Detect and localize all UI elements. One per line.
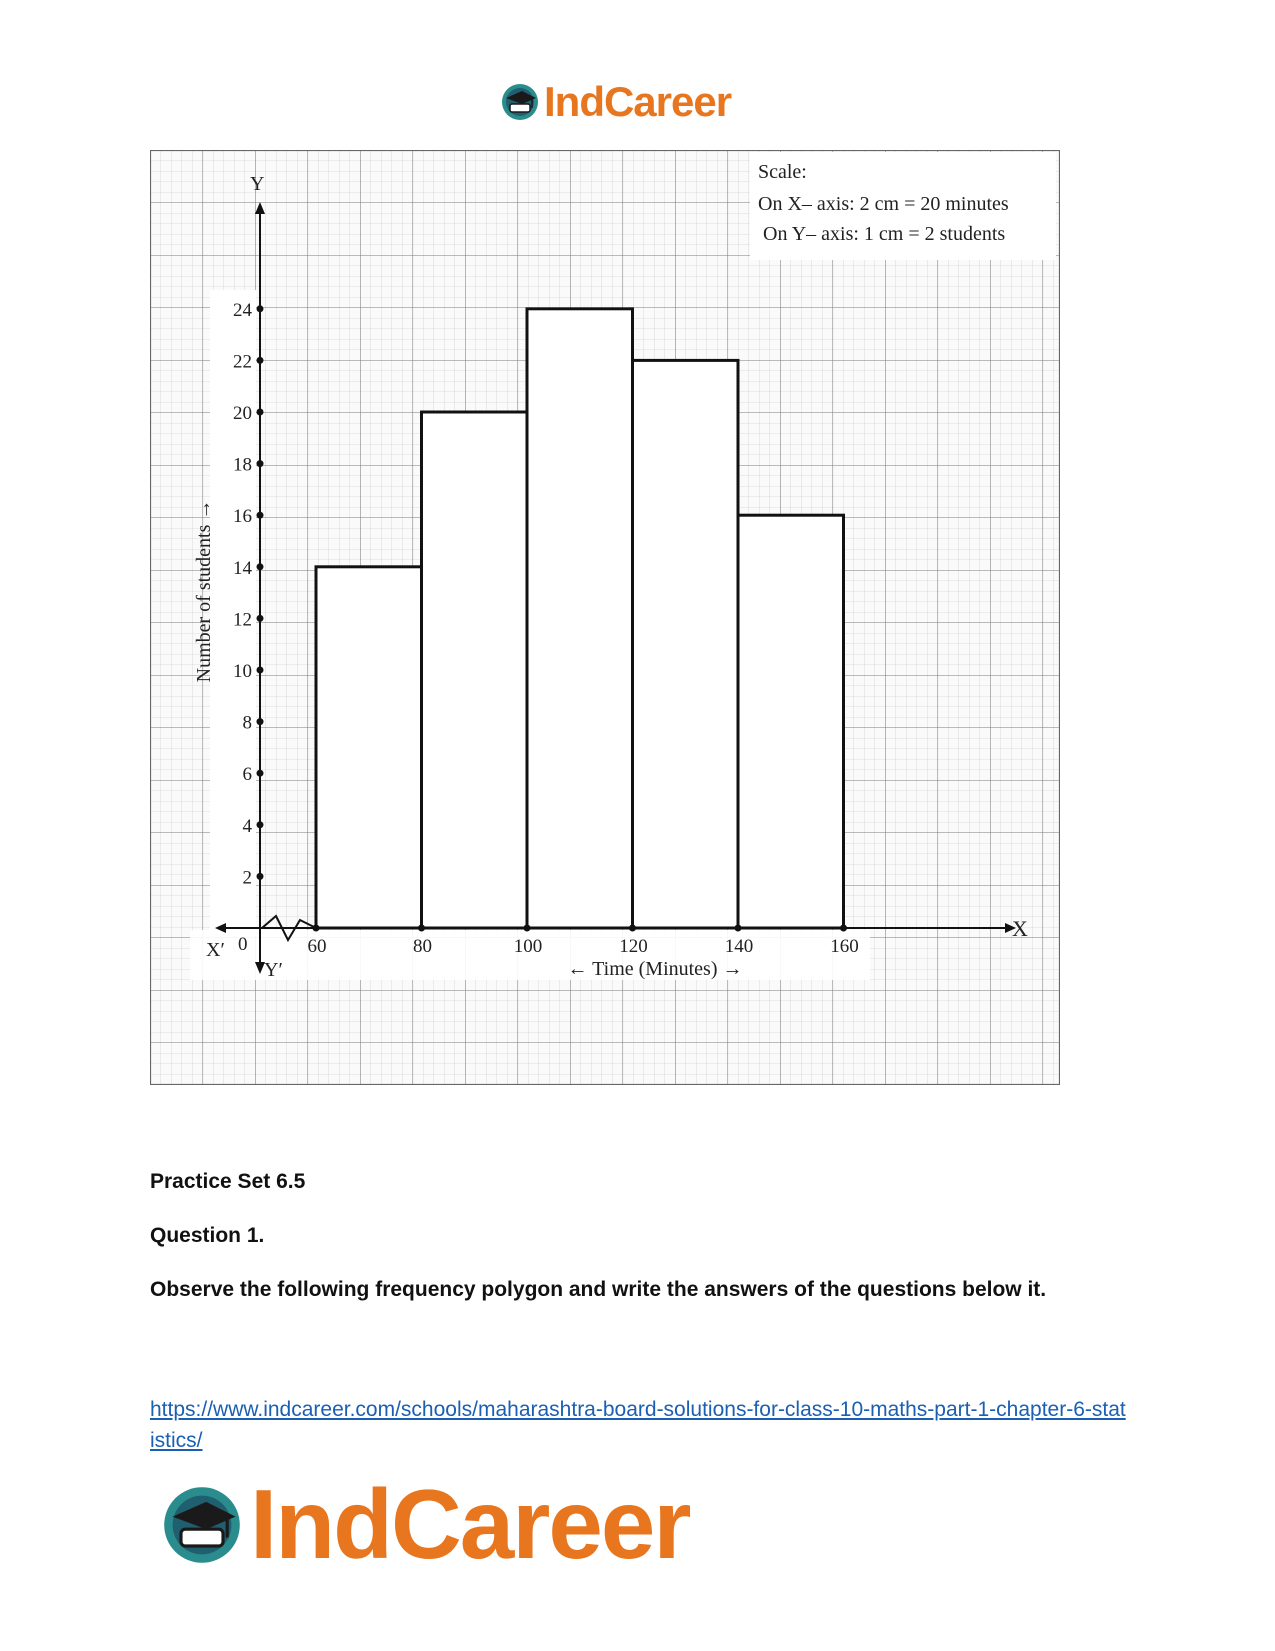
- y-tick-label: 12: [233, 609, 252, 631]
- y-tick-label: 24: [233, 299, 252, 321]
- y-tick-label: 18: [233, 454, 252, 476]
- x-tick-dot: [735, 925, 742, 932]
- origin-label: 0: [238, 934, 248, 955]
- x-tick-label: 80: [413, 936, 432, 957]
- x-tick-label: 120: [619, 936, 648, 957]
- x-tick-label: 160: [830, 936, 859, 957]
- x-tick-dot: [418, 925, 425, 932]
- y-tick-dot: [257, 615, 264, 622]
- y-tick-dot: [257, 667, 264, 674]
- y-tick-label: 22: [233, 351, 252, 373]
- y-tick-label: 6: [242, 764, 252, 786]
- brand-wordmark: IndCareer: [544, 78, 732, 125]
- y-tick-dot: [257, 821, 264, 828]
- x-axis-label: ← Time (Minutes) →: [567, 958, 743, 980]
- histogram-bar-4: [633, 360, 739, 928]
- y-tick-label: 8: [242, 712, 252, 734]
- y-tick-label: 10: [233, 661, 252, 682]
- axis-letter-x-neg: X′: [206, 939, 225, 961]
- scale-heading: Scale:: [758, 161, 807, 183]
- x-tick-dot: [629, 925, 636, 932]
- x-tick-dot: [840, 925, 847, 932]
- logo-top: [500, 78, 731, 126]
- x-tick-label: 140: [724, 936, 754, 957]
- x-tick-dot: [313, 925, 320, 932]
- y-tick-label: 16: [233, 506, 252, 528]
- x-tick-label: 60: [307, 936, 327, 957]
- histogram-bar-3: [527, 309, 633, 928]
- x-tick-label: 100: [513, 936, 543, 957]
- y-tick-dot: [257, 563, 264, 570]
- histogram-chart: [150, 150, 1060, 1085]
- y-tick-label: 14: [233, 557, 252, 579]
- x-tick-dot: [524, 925, 531, 932]
- graduation-cap-book-icon: [160, 1483, 244, 1567]
- y-tick-dot: [257, 718, 264, 725]
- graduation-cap-book-icon: [500, 82, 540, 122]
- y-tick-dot: [257, 512, 264, 519]
- practice-set-heading: Practice Set 6.5: [150, 1170, 306, 1193]
- y-tick-dot: [257, 357, 264, 364]
- source-link[interactable]: https://www.indcareer.com/schools/maharashtra-board-solutions-for-class-10-maths-part-1-chapter-6-statistics/: [150, 1398, 1126, 1452]
- histogram-bar-5: [738, 515, 844, 928]
- histogram-bar-2: [422, 412, 528, 928]
- y-axis-label: Number of students →: [193, 499, 215, 683]
- question-number: Question 1.: [150, 1224, 265, 1247]
- scale-x: On X– axis: 2 cm = 20 minutes: [758, 193, 1009, 215]
- y-tick-label: 2: [242, 867, 252, 889]
- question-text: Observe the following frequency polygon and write the answers of the questions below it.: [150, 1278, 1047, 1301]
- y-tick-label: 20: [233, 403, 252, 424]
- axis-letter-x: X: [1012, 916, 1028, 941]
- y-tick-label: 4: [242, 815, 252, 837]
- axis-letter-y: Y: [250, 173, 265, 195]
- scale-y: On Y– axis: 1 cm = 2 students: [763, 223, 1006, 245]
- y-tick-dot: [257, 873, 264, 880]
- y-tick-dot: [257, 409, 264, 416]
- y-tick-dot: [257, 460, 264, 467]
- logo-bottom: [160, 1468, 690, 1581]
- y-tick-dot: [257, 770, 264, 777]
- histogram-bar-1: [316, 567, 422, 928]
- brand-wordmark-large: IndCareer: [250, 1469, 690, 1579]
- y-tick-dot: [257, 305, 264, 312]
- axis-letter-y-neg: Y′: [264, 959, 283, 981]
